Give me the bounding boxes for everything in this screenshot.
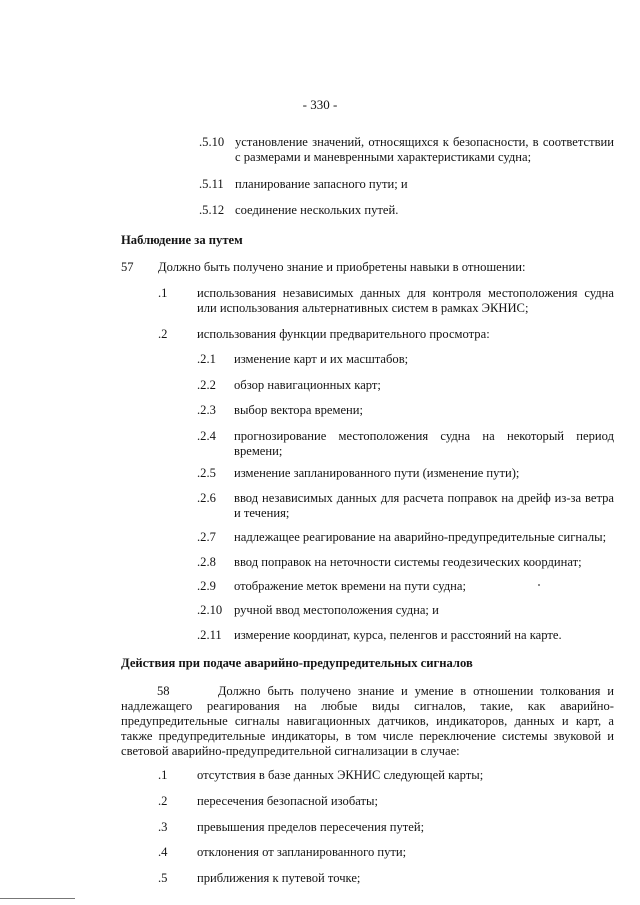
- list-item: [158, 845, 614, 861]
- item-text: использования независимых данных для контроля местоположения судна или использования альтернативных систем в рамках ЭКНИС;: [197, 286, 614, 315]
- list-item: [197, 603, 614, 619]
- item-text: ввод поправок на неточности системы геодезических координат;: [234, 555, 582, 569]
- item-text: использования функции предварительного просмотра:: [197, 327, 490, 341]
- item-text: пересечения безопасной изобаты;: [197, 794, 378, 808]
- item-text: ручной ввод местоположения судна; и: [234, 603, 439, 617]
- item-text: установление значений, относящихся к безопасности, в соответствии с размерами и маневренными характеристиками судна;: [235, 135, 614, 164]
- list-item: [197, 491, 614, 523]
- list-item: [197, 555, 614, 571]
- item-text: приближения к путевой точке;: [197, 871, 361, 885]
- item-number: .2: [158, 327, 168, 341]
- item-number: .2.6: [197, 491, 216, 505]
- item-number: .5.12: [199, 203, 225, 217]
- paragraph-text: Должно быть получено знание и приобретены навыки в отношении:: [158, 260, 526, 274]
- list-item: [197, 403, 614, 419]
- paragraph-number: 57: [121, 260, 134, 274]
- item-text: отсутствия в базе данных ЭКНИС следующей карты;: [197, 768, 484, 782]
- list-item: [199, 177, 614, 193]
- item-number: .4: [158, 845, 168, 859]
- scan-edge-line: [0, 898, 75, 899]
- item-number: .2.7: [197, 530, 216, 544]
- item-text: отображение меток времени на пути судна;: [234, 579, 466, 593]
- section-heading: Действия при подаче аварийно-предупредительных сигналов: [121, 656, 473, 670]
- item-number: .2.5: [197, 466, 216, 480]
- list-item: [197, 628, 614, 644]
- item-text: выбор вектора времени;: [234, 403, 364, 417]
- paragraph-text: Должно быть получено знание и умение в отношении толкования и надлежащего реагирования на любые виды сигналов, такие, как аварийно-предупредительные сигналы навигационных датчиков, индикаторов, данных и карт, а также предупредительные индикаторы, в том числе переключение системы звуковой и световой аварийно-предупредительной сигнализации в случае:: [121, 684, 615, 758]
- item-number: .2.4: [197, 429, 216, 443]
- item-number: .2.2: [197, 378, 216, 392]
- list-item: [197, 530, 614, 546]
- page-number: - 330 -: [302, 97, 338, 112]
- list-item: [199, 135, 614, 167]
- item-number: .1: [158, 768, 168, 782]
- item-number: .2.8: [197, 555, 216, 569]
- paragraph: [121, 684, 614, 759]
- paragraph: [121, 260, 614, 276]
- item-text: превышения пределов пересечения путей;: [197, 820, 425, 834]
- item-number: .5.11: [199, 177, 224, 191]
- item-number: .1: [158, 286, 168, 300]
- list-item: [197, 466, 614, 482]
- paragraph-number: 58: [157, 684, 170, 698]
- item-number: .2.3: [197, 403, 216, 417]
- list-item: [158, 286, 614, 318]
- list-item: [197, 429, 614, 461]
- list-item: [197, 378, 614, 394]
- item-number: .2.9: [197, 579, 216, 593]
- item-number: .3: [158, 820, 168, 834]
- item-text: планирование запасного пути; и: [235, 177, 408, 191]
- list-item: [158, 794, 614, 810]
- scan-speck: [538, 584, 540, 586]
- item-number: .2: [158, 794, 168, 808]
- list-item: [197, 579, 614, 595]
- list-item: [158, 820, 614, 836]
- list-item: [197, 352, 614, 368]
- list-item: [158, 768, 614, 784]
- item-text: измерение координат, курса, пеленгов и расстояний на карте.: [234, 628, 562, 642]
- list-item: [199, 203, 614, 219]
- item-number: .5: [158, 871, 168, 885]
- section-heading: Наблюдение за путем: [121, 233, 243, 247]
- item-text: прогнозирование местоположения судна на некоторый период времени;: [234, 429, 614, 458]
- item-text: обзор навигационных карт;: [234, 378, 381, 392]
- item-number: .2.11: [197, 628, 222, 642]
- item-number: .5.10: [199, 135, 225, 149]
- item-text: соединение нескольких путей.: [235, 203, 399, 217]
- list-item: [158, 327, 614, 343]
- item-text: изменение запланированного пути (изменение пути);: [234, 466, 520, 480]
- item-text: изменение карт и их масштабов;: [234, 352, 409, 366]
- list-item: [158, 871, 614, 887]
- item-number: .2.1: [197, 352, 216, 366]
- item-number: .2.10: [197, 603, 223, 617]
- item-text: ввод независимых данных для расчета поправок на дрейф из-за ветра и течения;: [234, 491, 614, 520]
- item-text: отклонения от запланированного пути;: [197, 845, 407, 859]
- item-text: надлежащее реагирование на аварийно-предупредительные сигналы;: [234, 530, 607, 544]
